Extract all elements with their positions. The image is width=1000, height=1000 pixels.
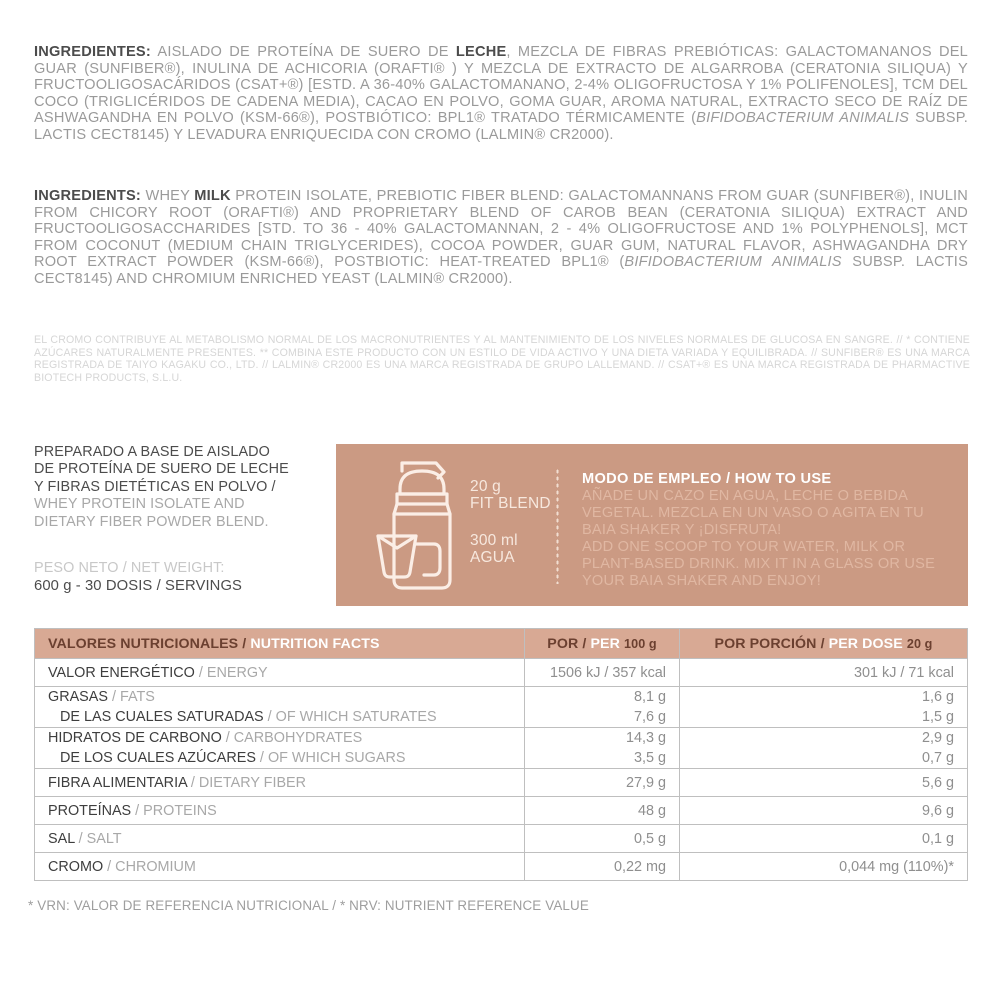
row-label-en: CARBOHYDRATES [233, 730, 363, 746]
table-row [35, 687, 968, 728]
header-sep-1: / [238, 635, 251, 652]
product-and-usage-section [0, 430, 1000, 620]
ingredients-spanish-body-1: AISLADO DE PROTEÍNA DE SUERO DE [150, 44, 456, 60]
how-to-use-text [582, 470, 952, 590]
row-value-per-dose: 0,044 mg (110%)* [680, 853, 968, 881]
ingredients-english-italic-1: BIFIDOBACTERIUM ANIMALIS [624, 254, 842, 271]
ingredients-english-body-1: WHEY [141, 188, 195, 204]
shaker-bottle-and-scoop-icon [372, 456, 472, 594]
ingredients-spanish [34, 44, 968, 144]
product-description-en-line-1: WHEY PROTEIN ISOLATE AND [34, 496, 245, 513]
row-label-en: FATS [119, 689, 155, 705]
how-to-use-title: MODO DE EMPLEO / HOW TO USE [582, 471, 832, 487]
net-weight-block [34, 560, 334, 595]
product-description-es-line-3: Y FIBRAS DIETÉTICAS EN POLVO / [34, 478, 276, 495]
row-value-per-100g: 1506 kJ / 357 kcal [525, 659, 680, 687]
water-label: AGUA [470, 549, 515, 566]
header-per-dose-es: POR PORCIÓN [714, 635, 817, 652]
product-description [34, 444, 324, 531]
row-label-es: PROTEÍNAS [48, 802, 132, 819]
row-label-es: HIDRATOS DE CARBONO [48, 730, 222, 746]
ingredients-english-lead: INGREDIENTS: [34, 188, 141, 204]
row-label: FIBRA ALIMENTARIA / DIETARY FIBER [35, 769, 525, 797]
product-description-en-line-2: DIETARY FIBER POWDER BLEND. [34, 513, 269, 530]
nrv-footnote: * VRN: VALOR DE REFERENCIA NUTRICIONAL / * NRV: NUTRIENT REFERENCE VALUE [28, 898, 589, 913]
row-label: VALOR ENERGÉTICO / ENERGY [35, 659, 525, 687]
row-value-per-100g [525, 728, 680, 769]
header-nutrition-facts-es: VALORES NUTRICIONALES [48, 635, 239, 652]
header-per-dose-unit: 20 g [906, 636, 933, 651]
ingredients-spanish-allergen: LECHE [455, 44, 507, 60]
table-row [35, 659, 968, 687]
row-label-es: VALOR ENERGÉTICO [48, 664, 195, 681]
row-label: CROMO / CHROMIUM [35, 853, 525, 881]
row-label: PROTEÍNAS / PROTEINS [35, 797, 525, 825]
row-value-per-dose-main: 2,9 g [921, 730, 954, 746]
row-value-per-100g: 0,22 mg [525, 853, 680, 881]
row-label-es: SAL [48, 830, 75, 847]
how-to-use-en-line-3: YOUR BAIA SHAKER AND ENJOY! [582, 573, 821, 589]
row-sublabel-en: OF WHICH SUGARS [267, 750, 406, 766]
row-label: GRASAS / FATS DE LAS CUALES SATURADAS / OF WHICH SATURATES [35, 687, 525, 728]
row-value-per-dose [680, 728, 968, 769]
table-row [35, 769, 968, 797]
row-sublabel-es: DE LAS CUALES SATURADAS [60, 709, 264, 725]
vertical-dotted-divider [556, 468, 559, 584]
table-row [35, 825, 968, 853]
row-sublabel-en: OF WHICH SATURATES [275, 709, 437, 725]
row-value-per-100g: 27,9 g [525, 769, 680, 797]
row-value-per-dose-sub: 1,5 g [921, 709, 954, 725]
header-nutrition-facts-en: NUTRITION FACTS [250, 635, 380, 652]
row-value-per-dose: 0,1 g [680, 825, 968, 853]
net-weight-value: 600 g - 30 DOSIS / SERVINGS [34, 578, 243, 595]
row-value-per-100g-sub: 7,6 g [633, 709, 666, 725]
ingredients-spanish-lead: INGREDIENTES: [34, 44, 151, 60]
row-label: HIDRATOS DE CARBONO / CARBOHYDRATES DE LOS CUALES AZÚCARES / OF WHICH SUGARS [35, 728, 525, 769]
product-description-es-line-1: PREPARADO A BASE DE AISLADO [34, 444, 270, 460]
ingredients-spanish-body-2: , MEZCLA DE FIBRAS PREBIÓTICAS: GALACTOMANANOS DEL GUAR (SUNFIBER®), INULINA DE ACHICORIA (ORAFTI® ) Y MEZCLA DE EXTRACTO DE ALGARROBA (CERATONIA SILIQUA) Y FRUCTOOLIGOSACÁRIDOS (CSAT+®) [ESTD. A 36-40% GALACTOMANANO, 2-4% OLIGOFRUCTOSA Y 1% POLIFENOLES], TCM DEL COCO (TRIGLICÉRIDOS DE CADENA MEDIA), CACAO EN POLVO, GOMA GUAR, AROMA NATURAL, EXTRACTO SECO DE RAÍZ DE ASHWAGANDHA EN POLVO (KSM-66®), POSTBIÓTICO: BPL1® TRATADO TÉRMICAMENTE ( [34, 44, 968, 127]
ingredients-english [34, 188, 968, 288]
header-sep-2: / [578, 635, 591, 652]
header-per-100g-unit: 100 g [624, 636, 657, 651]
how-to-use-es-line-1: AÑADE UN CAZO EN AGUA, LECHE O BEBIDA [582, 488, 909, 504]
row-label-en: DIETARY FIBER [198, 774, 307, 791]
row-value-per-100g [525, 687, 680, 728]
row-label-en: PROTEINS [143, 802, 217, 819]
row-value-per-dose: 9,6 g [680, 797, 968, 825]
header-per-dose-en: PER DOSE [828, 635, 903, 652]
table-row [35, 797, 968, 825]
row-value-per-dose [680, 687, 968, 728]
row-value-per-100g-main: 14,3 g [625, 730, 666, 746]
nutrition-facts-table [34, 628, 968, 881]
ingredients-english-allergen: MILK [194, 188, 231, 204]
table-row [35, 728, 968, 769]
legal-fineprint: EL CROMO CONTRIBUYE AL METABOLISMO NORMAL DE LOS MACRONUTRIENTES Y AL MANTENIMIENTO DE LOS NIVELES NORMALES DE GLUCOSA EN SANGRE. // * CONTIENE AZÚCARES NATURALMENTE PRESENTES. ** COMBINA ESTE PRODUCTO CON UN ESTILO DE VIDA ACTIVO Y UNA DIETA VARIADA Y EQUILIBRADA. // SUNFIBER® ES UNA MARCA REGISTRADA DE TAIYO KAGAKU CO., LTD. // LALMIN® CR2000 ES UNA MARCA REGISTRADA DE GRUPO LALLEMAND. // CSAT+® ES UNA MARCA REGISTRADA DE PHARMACTIVE BIOTECH PRODUCTS, S.L.U. [34, 334, 970, 384]
row-value-per-100g-main: 8,1 g [633, 689, 666, 705]
row-label-en: CHROMIUM [115, 858, 196, 875]
water-amount: 300 ml [470, 532, 518, 549]
header-per-dose [680, 629, 968, 659]
header-per-100g-en: PER [590, 635, 620, 652]
header-per-100g-es: POR [547, 635, 579, 652]
how-to-use-es-line-2: VEGETAL. MEZCLA EN UN VASO O AGITA EN TU [582, 505, 924, 521]
row-value-per-dose-sub: 0,7 g [921, 750, 954, 766]
row-value-per-100g: 48 g [525, 797, 680, 825]
row-value-per-dose-main: 1,6 g [921, 689, 954, 705]
row-sublabel-es: DE LOS CUALES AZÚCARES [60, 750, 256, 766]
product-description-es-line-2: DE PROTEÍNA DE SUERO DE LECHE [34, 461, 289, 478]
header-per-100g [525, 629, 680, 659]
how-to-use-en-line-2: PLANT-BASED DRINK. MIX IT IN A GLASS OR USE [582, 556, 935, 572]
row-label: SAL / SALT [35, 825, 525, 853]
row-label-es: CROMO [48, 858, 104, 875]
ingredients-spanish-body-3: SUBSP. LACTIS CECT8145) Y LEVADURA ENRIQUECIDA CON CROMO (LALMIN® CR2000). [34, 110, 968, 143]
row-sublabel: DE LAS CUALES SATURADAS / OF WHICH SATURATES [60, 709, 437, 725]
dosage-figures [470, 478, 560, 566]
row-value-per-dose: 301 kJ / 71 kcal [680, 659, 968, 687]
row-label-en: SALT [86, 830, 122, 847]
dose-amount: 20 g [470, 478, 501, 495]
dose-product-name: FIT BLEND [470, 495, 551, 512]
row-value-per-100g-sub: 3,5 g [633, 750, 666, 766]
ingredients-english-body-3: SUBSP. LACTIS CECT8145) AND CHROMIUM ENRICHED YEAST (LALMIN® CR2000). [34, 254, 968, 287]
row-value-per-100g: 0,5 g [525, 825, 680, 853]
ingredients-english-body-2: PROTEIN ISOLATE, PREBIOTIC FIBER BLEND: GALACTOMANNANS FROM GUAR (SUNFIBER®), INULIN FROM CHICORY ROOT (ORAFTI®) AND PROPRIETARY BLEND OF CAROB BEAN (CERATONIA SILIQUA) EXTRACT AND FRUCTOOLIGOSACCHARIDES [STD. TO 36 - 40% GALACTOMANNAN, 2 - 4% OLIGOFRUCTOSE AND 1% POLYPHENOLS], MCT FROM COCONUT (MEDIUM CHAIN TRIGLYCERIDES), COCOA POWDER, GUAR GUM, NATURAL FLAVOR, ASHWAGANDHA DRY ROOT EXTRACT POWDER (KSM-66®), POSTBIOTIC: HEAT-TREATED BPL1® ( [34, 188, 969, 271]
row-label-es: GRASAS [48, 689, 108, 705]
row-label-en: ENERGY [206, 664, 268, 681]
header-sep-3: / [816, 635, 829, 652]
row-sublabel: DE LOS CUALES AZÚCARES / OF WHICH SUGARS [60, 750, 406, 766]
table-row [35, 853, 968, 881]
row-value-per-dose: 5,6 g [680, 769, 968, 797]
net-weight-label: PESO NETO / NET WEIGHT: [34, 560, 225, 576]
ingredients-spanish-italic-1: BIFIDOBACTERIUM ANIMALIS [696, 110, 910, 127]
header-nutrition-facts [35, 629, 525, 659]
how-to-use-en-line-1: ADD ONE SCOOP TO YOUR WATER, MILK OR [582, 539, 906, 555]
how-to-use-es-line-3: BAIA SHAKER Y ¡DISFRUTA! [582, 522, 782, 538]
how-to-use-panel [336, 444, 968, 606]
row-label-es: FIBRA ALIMENTARIA [48, 774, 187, 791]
table-header-row [35, 629, 968, 659]
